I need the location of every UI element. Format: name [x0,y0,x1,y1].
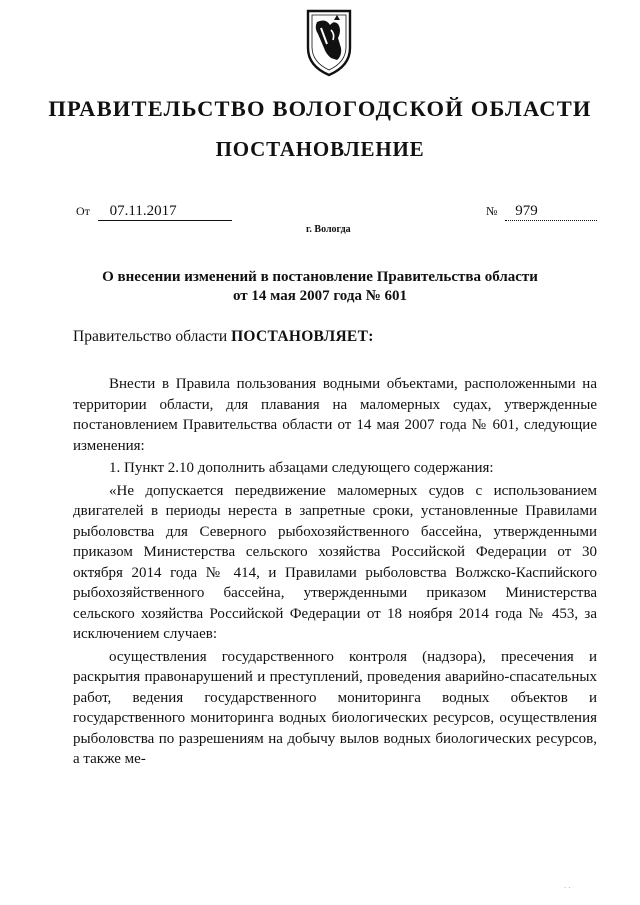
subject-line-1: О внесении изменений в постановление Правительства области [102,269,538,285]
paragraph-intro: Внести в Правила пользования водными объектами, расположенными на территории области, для плавания на маломерных судах, утвержденные постановлением Правительства области от 14 мая 2007 года № 601, следующие изменения: [73,376,597,454]
subject-line-2: от 14 мая 2007 года № 601 [232,288,408,304]
document-number: 979 [505,203,597,221]
government-title: ПРАВИТЕЛЬСТВО ВОЛОГОДСКОЙ ОБЛАСТИ [48,96,592,121]
decree-lead: Правительство области [73,328,228,345]
coat-of-arms-icon [304,8,354,78]
decree-verb: ПОСТАНОВЛЯЕТ: [231,328,374,345]
number-line [486,203,597,221]
document-body [73,374,597,770]
number-prefix: № [486,204,498,218]
city-label: г. Вологда [306,224,351,235]
paragraph-quote: «Не допускается передвижение маломерных судов с использованием двигателей в периоды нереста в запретные сроки, установленные Правилами рыболовства для Северного рыбохозяйственного бассейна, утвержденными приказом Министерства сельского хозяйства Российской Федерации от 30 октября 2014 года № 414, и Правилами рыболовства Волжско-Каспийского рыбохозяйственного бассейна, утвержденными приказом Министерства сельского хозяйства Российской Федерации от 18 ноября 2014 года № 453, за исключением случаев: [73,482,597,642]
decree-line [73,328,374,346]
date-prefix: От [76,204,90,218]
date-line [76,203,232,221]
document-date: 07.11.2017 [98,203,232,221]
scan-mark: · · [564,884,571,892]
document-type: ПОСТАНОВЛЕНИЕ [215,137,425,161]
document-subject [70,268,570,306]
paragraph-item-1: 1. Пункт 2.10 дополнить абзацами следующего содержания: [109,460,494,476]
paragraph-exceptions: осуществления государственного контроля (надзора), пресечения и раскрытия правонарушений и преступлений, проведения аварийно-спасательных работ, ведения государственного мониторинга водных объектов и государственного мониторинга водных биологических ресурсов, осуществления рыболовства по разрешениям на добычу вылов водных биологических ресурсов, а также ме- [73,648,597,767]
